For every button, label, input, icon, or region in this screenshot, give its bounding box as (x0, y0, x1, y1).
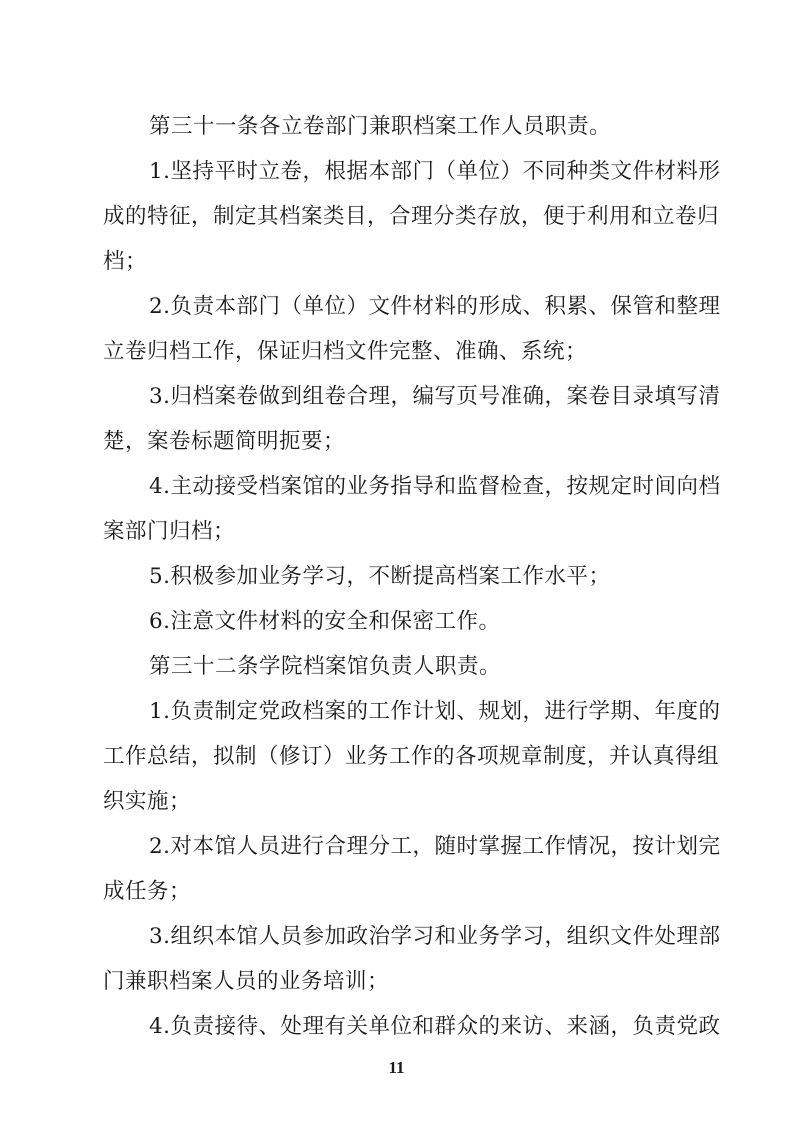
paragraph-text: 案部门归档； (103, 519, 236, 544)
paragraph-text: 成的特征，制定其档案类目，合理分类存放，便于利用和立卷归 (103, 204, 720, 229)
paragraph-text: 6.注意文件材料的安全和保密工作。 (149, 609, 501, 634)
page-number: 11 (388, 1058, 405, 1077)
article-31-heading (0, 104, 793, 150)
article-title: 学院档案馆负责人职责。 (259, 654, 502, 679)
text-line (0, 464, 793, 510)
text-line (0, 734, 793, 780)
paragraph-text: 2.对本馆人员进行合理分工，随时掌握工作情况，按计划完 (149, 834, 721, 859)
paragraph-text: 门兼职档案人员的业务培训； (103, 969, 390, 994)
article-number: 第三十二条 (149, 654, 260, 679)
text-line (0, 869, 793, 915)
paragraph-text: 织实施； (103, 789, 192, 814)
paragraph-text: 工作总结，拟制（修订）业务工作的各项规章制度，并认真得组 (103, 744, 720, 769)
text-line (0, 1004, 793, 1050)
paragraph-text: 1.坚持平时立卷，根据本部门（单位）不同种类文件材料形 (149, 159, 721, 184)
text-line (0, 329, 793, 375)
text-line (0, 374, 793, 420)
text-line (0, 914, 793, 960)
text-line (0, 779, 793, 825)
paragraph-text: 1.负责制定党政档案的工作计划、规划，进行学期、年度的 (149, 699, 721, 724)
text-line (0, 149, 793, 195)
article-32-heading (0, 644, 793, 690)
text-line (0, 194, 793, 240)
paragraph-text: 2.负责本部门（单位）文件材料的形成、积累、保管和整理 (149, 294, 721, 319)
text-line (0, 959, 793, 1005)
article-title: 各立卷部门兼职档案工作人员职责。 (259, 114, 612, 139)
paragraph-text: 4.主动接受档案馆的业务指导和监督检查，按规定时间向档 (149, 474, 721, 499)
paragraph-text: 楚，案卷标题简明扼要； (103, 429, 346, 454)
text-line (0, 824, 793, 870)
paragraph-text: 4.负责接待、处理有关单位和群众的来访、来涵，负责党政 (149, 1014, 721, 1039)
text-line (0, 419, 793, 465)
text-line (0, 554, 793, 600)
text-line (0, 284, 793, 330)
text-line (0, 239, 793, 285)
text-line (0, 689, 793, 735)
text-line (0, 509, 793, 555)
paragraph-text: 立卷归档工作，保证归档文件完整、准确、系统； (103, 339, 588, 364)
article-number: 第三十一条 (149, 114, 260, 139)
paragraph-text: 3.组织本馆人员参加政治学习和业务学习，组织文件处理部 (149, 924, 721, 949)
paragraph-text: 成任务； (103, 879, 192, 904)
paragraph-text: 档； (103, 249, 148, 274)
paragraph-text: 5.积极参加业务学习，不断提高档案工作水平； (149, 564, 611, 589)
paragraph-text: 3.归档案卷做到组卷合理，编写页号准确，案卷目录填写清 (149, 384, 721, 409)
text-line (0, 599, 793, 645)
